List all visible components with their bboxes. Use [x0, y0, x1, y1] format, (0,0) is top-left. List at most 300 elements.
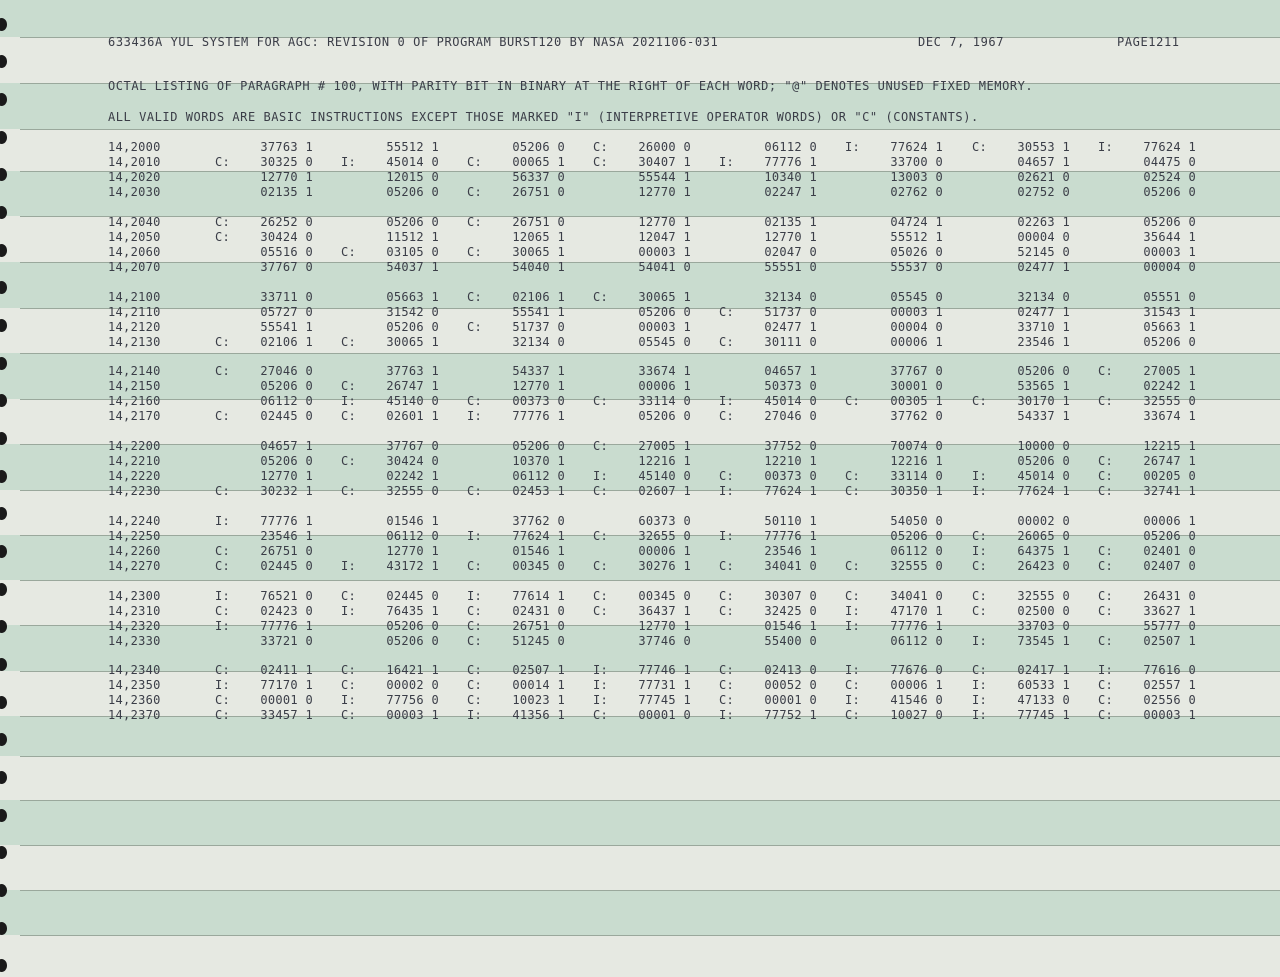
- octal-word: 32134 0: [764, 290, 817, 304]
- octal-word: 30307 0: [764, 589, 817, 603]
- octal-word: 00006 1: [1143, 514, 1196, 528]
- octal-word: 04657 1: [260, 439, 313, 453]
- word-marker: C:: [341, 663, 357, 677]
- octal-word: 55537 0: [890, 260, 943, 275]
- listing-row: [0, 170, 1280, 185]
- address-cell: 14,2070: [108, 260, 161, 275]
- octal-word: 26423 0: [1017, 559, 1070, 574]
- octal-word: 54037 1: [386, 260, 439, 275]
- listing-title: 633436A YUL SYSTEM FOR AGC: REVISION 0 OF PROGRAM BURST120 BY NASA 2021106-031: [108, 35, 719, 49]
- octal-word: 16421 1: [386, 663, 439, 677]
- octal-word: 30001 0: [890, 379, 943, 394]
- octal-word: 77731 1: [638, 678, 691, 693]
- listing-row: [0, 364, 1280, 379]
- listing-row: [0, 439, 1280, 454]
- word-marker: I:: [341, 604, 357, 619]
- octal-word: 30553 1: [1017, 140, 1070, 154]
- word-marker: C:: [215, 215, 231, 229]
- address-cell: 14,2360: [108, 693, 161, 708]
- word-marker: I:: [719, 394, 735, 409]
- word-marker: C:: [1098, 559, 1114, 574]
- octal-word: 55541 1: [512, 305, 565, 320]
- listing-row: [0, 155, 1280, 170]
- description-line-1: OCTAL LISTING OF PARAGRAPH # 100, WITH PARITY BIT IN BINARY AT THE RIGHT OF EACH WORD; "@" DENOTES UNUSED FIXED MEMORY.: [108, 79, 1034, 93]
- octal-word: 10340 1: [764, 170, 817, 185]
- octal-word: 00003 1: [638, 245, 691, 260]
- address-cell: 14,2150: [108, 379, 161, 394]
- word-marker: C:: [1098, 604, 1114, 619]
- word-marker: C:: [845, 484, 861, 499]
- word-marker: C:: [467, 484, 483, 499]
- octal-word: 32134 0: [512, 335, 565, 350]
- listing-row: [0, 260, 1280, 275]
- word-marker: C:: [1098, 693, 1114, 708]
- word-marker: I:: [215, 514, 231, 528]
- word-marker: C:: [467, 155, 483, 170]
- octal-word: 26751 0: [512, 215, 565, 229]
- word-marker: C:: [467, 678, 483, 693]
- paper-rule: [20, 800, 1280, 801]
- octal-word: 77776 1: [260, 619, 313, 634]
- octal-word: 55541 1: [260, 320, 313, 335]
- word-marker: I:: [845, 619, 861, 634]
- octal-word: 30407 1: [638, 155, 691, 170]
- word-marker: I:: [593, 663, 609, 677]
- octal-word: 01546 1: [386, 514, 439, 528]
- octal-word: 32555 0: [890, 559, 943, 574]
- description-line-2: ALL VALID WORDS ARE BASIC INSTRUCTIONS EXCEPT THOSE MARKED "I" (INTERPRETIVE OPERATOR WORDS) OR "C" (CONSTANTS).: [108, 110, 979, 124]
- address-cell: 14,2050: [108, 230, 161, 245]
- word-marker: I:: [467, 529, 483, 544]
- octal-word: 77624 1: [764, 484, 817, 499]
- octal-word: 26000 0: [638, 140, 691, 154]
- listing-row: [0, 484, 1280, 499]
- word-marker: C:: [215, 335, 231, 350]
- tractor-hole: [0, 959, 7, 972]
- word-marker: C:: [972, 589, 988, 603]
- octal-word: 77776 1: [764, 529, 817, 544]
- octal-word: 30065 1: [638, 290, 691, 304]
- octal-word: 02106 1: [512, 290, 565, 304]
- octal-word: 05663 1: [386, 290, 439, 304]
- word-marker: I:: [215, 678, 231, 693]
- octal-word: 06112 0: [764, 140, 817, 154]
- word-marker: C:: [467, 559, 483, 574]
- word-marker: I:: [845, 693, 861, 708]
- octal-word: 26751 0: [260, 544, 313, 559]
- octal-word: 76521 0: [260, 589, 313, 603]
- octal-word: 54337 1: [1017, 409, 1070, 424]
- octal-word: 33721 0: [260, 634, 313, 649]
- octal-word: 33674 1: [1143, 409, 1196, 424]
- octal-word: 00003 1: [638, 320, 691, 335]
- octal-word: 30111 0: [764, 335, 817, 350]
- octal-word: 02242 1: [386, 469, 439, 484]
- word-marker: I:: [215, 619, 231, 634]
- octal-word: 02507 1: [1143, 634, 1196, 649]
- octal-word: 00002 0: [1017, 514, 1070, 528]
- octal-word: 02445 0: [260, 559, 313, 574]
- octal-word: 56337 0: [512, 170, 565, 185]
- octal-word: 05206 0: [1143, 215, 1196, 229]
- octal-word: 02607 1: [638, 484, 691, 499]
- octal-word: 05206 0: [890, 529, 943, 544]
- address-cell: 14,2330: [108, 634, 161, 649]
- listing-row: [0, 693, 1280, 708]
- octal-word: 54337 1: [512, 364, 565, 378]
- octal-word: 55512 1: [890, 230, 943, 245]
- word-marker: C:: [467, 693, 483, 708]
- octal-word: 77624 1: [890, 140, 943, 154]
- octal-word: 05206 0: [386, 320, 439, 335]
- address-cell: 14,2240: [108, 514, 161, 528]
- word-marker: C:: [593, 439, 609, 453]
- word-marker: I:: [972, 469, 988, 484]
- address-cell: 14,2270: [108, 559, 161, 574]
- octal-word: 52145 0: [1017, 245, 1070, 260]
- octal-word: 45014 0: [386, 155, 439, 170]
- octal-word: 02752 0: [1017, 185, 1070, 200]
- octal-word: 05551 0: [1143, 290, 1196, 304]
- word-marker: C:: [341, 245, 357, 260]
- address-cell: 14,2170: [108, 409, 161, 424]
- octal-word: 00006 1: [890, 678, 943, 693]
- octal-word: 30276 1: [638, 559, 691, 574]
- octal-word: 12770 1: [638, 185, 691, 200]
- word-marker: C:: [1098, 544, 1114, 559]
- word-marker: I:: [467, 409, 483, 424]
- tractor-hole: [0, 846, 7, 859]
- word-marker: C:: [1098, 469, 1114, 484]
- word-marker: I:: [341, 693, 357, 708]
- address-cell: 14,2110: [108, 305, 161, 320]
- word-marker: C:: [215, 604, 231, 619]
- octal-word: 05206 0: [386, 185, 439, 200]
- address-cell: 14,2160: [108, 394, 161, 409]
- octal-word: 00345 0: [638, 589, 691, 603]
- listing-row: [0, 320, 1280, 335]
- octal-word: 32555 0: [1143, 394, 1196, 409]
- octal-word: 05206 0: [260, 454, 313, 469]
- octal-word: 02242 1: [1143, 379, 1196, 394]
- octal-word: 02135 1: [764, 215, 817, 229]
- listing-row: [0, 708, 1280, 723]
- word-marker: I:: [341, 394, 357, 409]
- word-marker: C:: [341, 409, 357, 424]
- word-marker: C:: [719, 469, 735, 484]
- octal-word: 05206 0: [638, 305, 691, 320]
- octal-word: 05206 0: [512, 140, 565, 154]
- octal-word: 32555 0: [1017, 589, 1070, 603]
- octal-word: 05545 0: [638, 335, 691, 350]
- word-marker: C:: [215, 484, 231, 499]
- octal-word: 33710 1: [1017, 320, 1070, 335]
- octal-word: 01546 1: [764, 619, 817, 634]
- octal-word: 33114 0: [638, 394, 691, 409]
- word-marker: C:: [972, 604, 988, 619]
- word-marker: C:: [1098, 678, 1114, 693]
- word-marker: C:: [341, 484, 357, 499]
- address-cell: 14,2200: [108, 439, 161, 453]
- octal-word: 45140 0: [638, 469, 691, 484]
- word-marker: I:: [1098, 140, 1114, 154]
- octal-word: 12770 1: [260, 170, 313, 185]
- octal-word: 54050 0: [890, 514, 943, 528]
- octal-word: 12215 1: [1143, 439, 1196, 453]
- octal-word: 47170 1: [890, 604, 943, 619]
- octal-word: 02557 1: [1143, 678, 1196, 693]
- octal-word: 02524 0: [1143, 170, 1196, 185]
- octal-word: 60533 1: [1017, 678, 1070, 693]
- octal-word: 55400 0: [764, 634, 817, 649]
- octal-word: 12770 1: [638, 619, 691, 634]
- octal-word: 33627 1: [1143, 604, 1196, 619]
- octal-word: 47133 0: [1017, 693, 1070, 708]
- octal-word: 00002 0: [386, 678, 439, 693]
- octal-word: 00065 1: [512, 155, 565, 170]
- address-cell: 14,2100: [108, 290, 161, 304]
- octal-word: 00006 1: [890, 335, 943, 350]
- octal-word: 02431 0: [512, 604, 565, 619]
- word-marker: I:: [593, 693, 609, 708]
- word-marker: I:: [972, 693, 988, 708]
- octal-word: 00373 0: [764, 469, 817, 484]
- address-cell: 14,2000: [108, 140, 161, 154]
- word-marker: I:: [1098, 663, 1114, 677]
- octal-word: 26747 1: [1143, 454, 1196, 469]
- listing-row: [0, 454, 1280, 469]
- word-marker: C:: [467, 663, 483, 677]
- address-cell: 14,2120: [108, 320, 161, 335]
- paper-rule: [20, 845, 1280, 846]
- listing-row: [0, 230, 1280, 245]
- word-marker: C:: [845, 559, 861, 574]
- octal-word: 30424 0: [260, 230, 313, 245]
- listing-row: [0, 514, 1280, 529]
- octal-word: 06112 0: [512, 469, 565, 484]
- octal-word: 37767 0: [260, 260, 313, 275]
- octal-word: 02477 1: [764, 320, 817, 335]
- word-marker: C:: [467, 320, 483, 335]
- word-marker: C:: [467, 185, 483, 200]
- listing-row: [0, 185, 1280, 200]
- octal-word: 05206 0: [1143, 335, 1196, 350]
- listing-row: [0, 305, 1280, 320]
- octal-word: 05663 1: [1143, 320, 1196, 335]
- octal-word: 37763 1: [386, 364, 439, 378]
- octal-word: 51737 0: [512, 320, 565, 335]
- octal-word: 00014 1: [512, 678, 565, 693]
- octal-word: 45140 0: [386, 394, 439, 409]
- octal-word: 12015 0: [386, 170, 439, 185]
- octal-word: 05545 0: [890, 290, 943, 304]
- octal-word: 04475 0: [1143, 155, 1196, 170]
- octal-word: 31542 0: [386, 305, 439, 320]
- octal-word: 33457 1: [260, 708, 313, 723]
- octal-word: 00373 0: [512, 394, 565, 409]
- word-marker: I:: [719, 484, 735, 499]
- word-marker: C:: [719, 693, 735, 708]
- octal-word: 05206 0: [638, 409, 691, 424]
- word-marker: C:: [215, 559, 231, 574]
- octal-word: 02106 1: [260, 335, 313, 350]
- word-marker: C:: [467, 604, 483, 619]
- octal-word: 10023 1: [512, 693, 565, 708]
- octal-word: 05727 0: [260, 305, 313, 320]
- word-marker: C:: [593, 589, 609, 603]
- octal-word: 00004 0: [1143, 260, 1196, 275]
- address-cell: 14,2310: [108, 604, 161, 619]
- octal-word: 05206 0: [386, 619, 439, 634]
- octal-word: 12216 1: [638, 454, 691, 469]
- word-marker: C:: [593, 559, 609, 574]
- octal-word: 00001 0: [638, 708, 691, 723]
- octal-word: 23546 1: [260, 529, 313, 544]
- octal-word: 02621 0: [1017, 170, 1070, 185]
- listing-row: [0, 409, 1280, 424]
- octal-word: 77776 1: [512, 409, 565, 424]
- octal-word: 02407 0: [1143, 559, 1196, 574]
- octal-word: 30232 1: [260, 484, 313, 499]
- listing-row: [0, 529, 1280, 544]
- octal-word: 02423 0: [260, 604, 313, 619]
- octal-word: 00006 1: [638, 544, 691, 559]
- word-marker: I:: [972, 484, 988, 499]
- word-marker: C:: [215, 364, 231, 378]
- octal-word: 77624 1: [1017, 484, 1070, 499]
- octal-word: 27046 0: [260, 364, 313, 378]
- octal-word: 27005 1: [638, 439, 691, 453]
- octal-word: 05206 0: [386, 215, 439, 229]
- word-marker: C:: [845, 678, 861, 693]
- octal-word: 06112 0: [386, 529, 439, 544]
- word-marker: C:: [972, 529, 988, 544]
- octal-word: 30350 1: [890, 484, 943, 499]
- word-marker: C:: [593, 290, 609, 304]
- octal-word: 33700 0: [890, 155, 943, 170]
- octal-word: 32425 0: [764, 604, 817, 619]
- address-cell: 14,2140: [108, 364, 161, 378]
- address-cell: 14,2020: [108, 170, 161, 185]
- tractor-hole: [0, 771, 7, 784]
- word-marker: C:: [467, 245, 483, 260]
- octal-word: 12770 1: [764, 230, 817, 245]
- word-marker: C:: [719, 335, 735, 350]
- page-number: PAGE1211: [1117, 35, 1180, 49]
- word-marker: C:: [593, 604, 609, 619]
- octal-word: 04657 1: [764, 364, 817, 378]
- octal-word: 26431 0: [1143, 589, 1196, 603]
- word-marker: I:: [845, 140, 861, 154]
- octal-word: 35644 1: [1143, 230, 1196, 245]
- octal-word: 00003 1: [890, 305, 943, 320]
- octal-word: 12047 1: [638, 230, 691, 245]
- octal-word: 73545 1: [1017, 634, 1070, 649]
- paper-rule: [20, 129, 1280, 130]
- octal-word: 00003 1: [1143, 708, 1196, 723]
- octal-word: 77746 1: [638, 663, 691, 677]
- octal-word: 51737 0: [764, 305, 817, 320]
- address-cell: 14,2350: [108, 678, 161, 693]
- word-marker: C:: [719, 409, 735, 424]
- octal-word: 05206 0: [512, 439, 565, 453]
- octal-word: 45014 0: [764, 394, 817, 409]
- word-marker: C:: [467, 290, 483, 304]
- address-cell: 14,2210: [108, 454, 161, 469]
- word-marker: C:: [845, 708, 861, 723]
- octal-word: 37763 1: [260, 140, 313, 154]
- listing-row: [0, 394, 1280, 409]
- address-cell: 14,2220: [108, 469, 161, 484]
- word-marker: C:: [845, 469, 861, 484]
- word-marker: I:: [593, 469, 609, 484]
- octal-word: 50110 1: [764, 514, 817, 528]
- octal-word: 05206 0: [1017, 454, 1070, 469]
- word-marker: C:: [215, 693, 231, 708]
- word-marker: C:: [593, 140, 609, 154]
- word-marker: C:: [1098, 589, 1114, 603]
- tractor-hole: [0, 55, 7, 68]
- octal-word: 77624 1: [512, 529, 565, 544]
- word-marker: C:: [341, 678, 357, 693]
- octal-word: 32134 0: [1017, 290, 1070, 304]
- word-marker: C:: [719, 589, 735, 603]
- octal-word: 05026 0: [890, 245, 943, 260]
- octal-word: 33674 1: [638, 364, 691, 378]
- octal-word: 02135 1: [260, 185, 313, 200]
- octal-word: 02413 0: [764, 663, 817, 677]
- address-cell: 14,2040: [108, 215, 161, 229]
- octal-word: 00305 1: [890, 394, 943, 409]
- word-marker: I:: [972, 544, 988, 559]
- octal-word: 26747 1: [386, 379, 439, 394]
- address-cell: 14,2300: [108, 589, 161, 603]
- octal-word: 02556 0: [1143, 693, 1196, 708]
- octal-word: 12770 1: [260, 469, 313, 484]
- octal-word: 00004 0: [1017, 230, 1070, 245]
- octal-word: 77752 1: [764, 708, 817, 723]
- word-marker: I:: [972, 708, 988, 723]
- word-marker: C:: [1098, 484, 1114, 499]
- octal-word: 12216 1: [890, 454, 943, 469]
- word-marker: C:: [215, 708, 231, 723]
- word-marker: I:: [593, 678, 609, 693]
- octal-word: 55551 0: [764, 260, 817, 275]
- listing-row: [0, 290, 1280, 305]
- word-marker: C:: [341, 379, 357, 394]
- word-marker: I:: [719, 155, 735, 170]
- octal-word: 30325 0: [260, 155, 313, 170]
- word-marker: C:: [341, 708, 357, 723]
- octal-word: 06112 0: [260, 394, 313, 409]
- address-cell: 14,2060: [108, 245, 161, 260]
- octal-word: 00345 0: [512, 559, 565, 574]
- octal-word: 05206 0: [1017, 364, 1070, 378]
- octal-word: 37752 0: [764, 439, 817, 453]
- octal-word: 30424 0: [386, 454, 439, 469]
- octal-word: 77756 0: [386, 693, 439, 708]
- octal-word: 31543 1: [1143, 305, 1196, 320]
- octal-word: 00004 0: [890, 320, 943, 335]
- word-marker: C:: [593, 484, 609, 499]
- octal-word: 26252 0: [260, 215, 313, 229]
- octal-word: 11512 1: [386, 230, 439, 245]
- octal-word: 12210 1: [764, 454, 817, 469]
- octal-word: 51245 0: [512, 634, 565, 649]
- octal-word: 77745 1: [638, 693, 691, 708]
- word-marker: C:: [467, 619, 483, 634]
- listing-row: [0, 140, 1280, 155]
